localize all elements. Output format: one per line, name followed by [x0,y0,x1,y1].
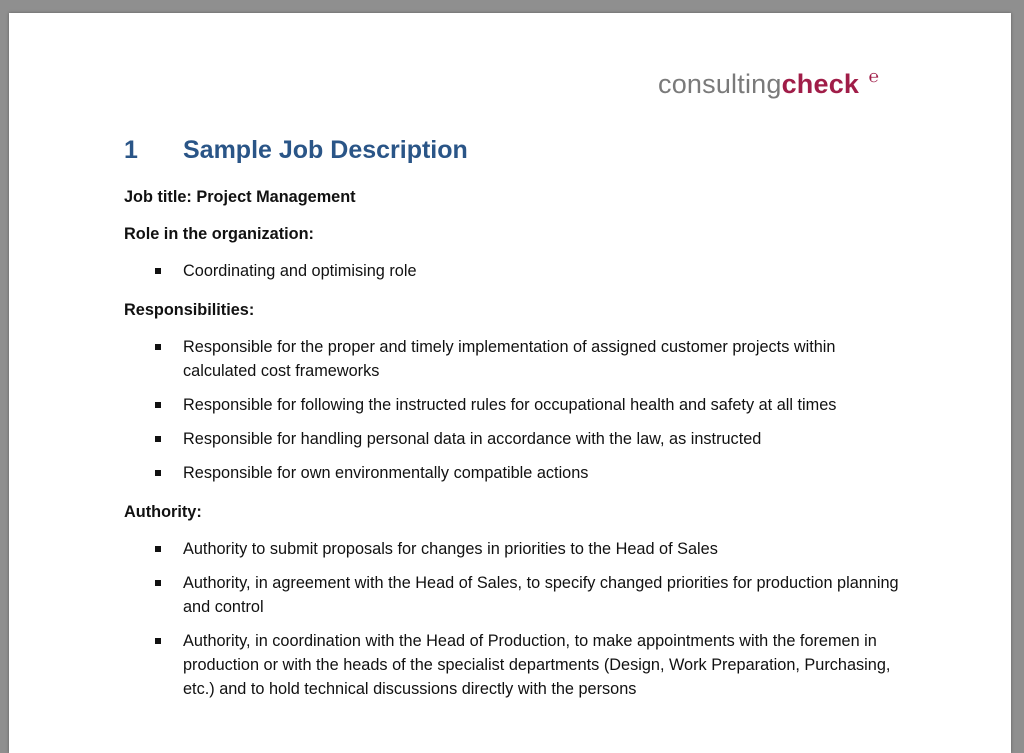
list-item [124,629,904,701]
list-item [124,461,904,485]
list-item-text: Responsible for handling personal data in accordance with the law, as instructed [183,430,762,448]
document-content [124,133,904,716]
square-bullet-icon [155,580,161,586]
section-label: Authority: [124,503,202,521]
list-item-text: Authority, in agreement with the Head of Sales, to specify changed priorities for production planning and control [183,574,899,616]
section-label: Role in the organization: [124,225,314,243]
list-item-text: Authority, in coordination with the Head of Production, to make appointments with the foremen in production or with the heads of the specialist departments (Design, Work Preparation, Purchasing, etc.) and to hold technical discussions directly with the persons [183,632,891,698]
list-item-text: Coordinating and optimising role [183,262,417,280]
document-page [9,13,1011,753]
square-bullet-icon [155,470,161,476]
list-item [124,537,904,561]
logo-mark-icon: ℮ [868,67,880,86]
list-item [124,571,904,619]
bullet-list [124,259,904,283]
list-item [124,335,904,383]
list-item [124,393,904,417]
square-bullet-icon [155,638,161,644]
bullet-list [124,537,904,701]
list-item-text: Responsible for the proper and timely implementation of assigned customer projects within calculated cost frameworks [183,338,836,380]
bullet-list [124,335,904,485]
list-item-text: Authority to submit proposals for changes in priorities to the Head of Sales [183,540,718,558]
heading-number: 1 [124,136,138,164]
square-bullet-icon [155,546,161,552]
logo-text-check: check [781,69,860,99]
list-item [124,427,904,451]
job-title: Job title: Project Management [124,188,356,206]
square-bullet-icon [155,436,161,442]
list-item-text: Responsible for own environmentally compatible actions [183,464,589,482]
heading-title: Sample Job Description [183,136,468,164]
logo-text-consulting: consulting [658,69,782,99]
consultingcheck-logo [658,67,880,100]
list-item-text: Responsible for following the instructed rules for occupational health and safety at all times [183,396,837,414]
section-label: Responsibilities: [124,301,255,319]
square-bullet-icon [155,402,161,408]
list-item [124,259,904,283]
square-bullet-icon [155,268,161,274]
section-heading [124,133,904,167]
square-bullet-icon [155,344,161,350]
